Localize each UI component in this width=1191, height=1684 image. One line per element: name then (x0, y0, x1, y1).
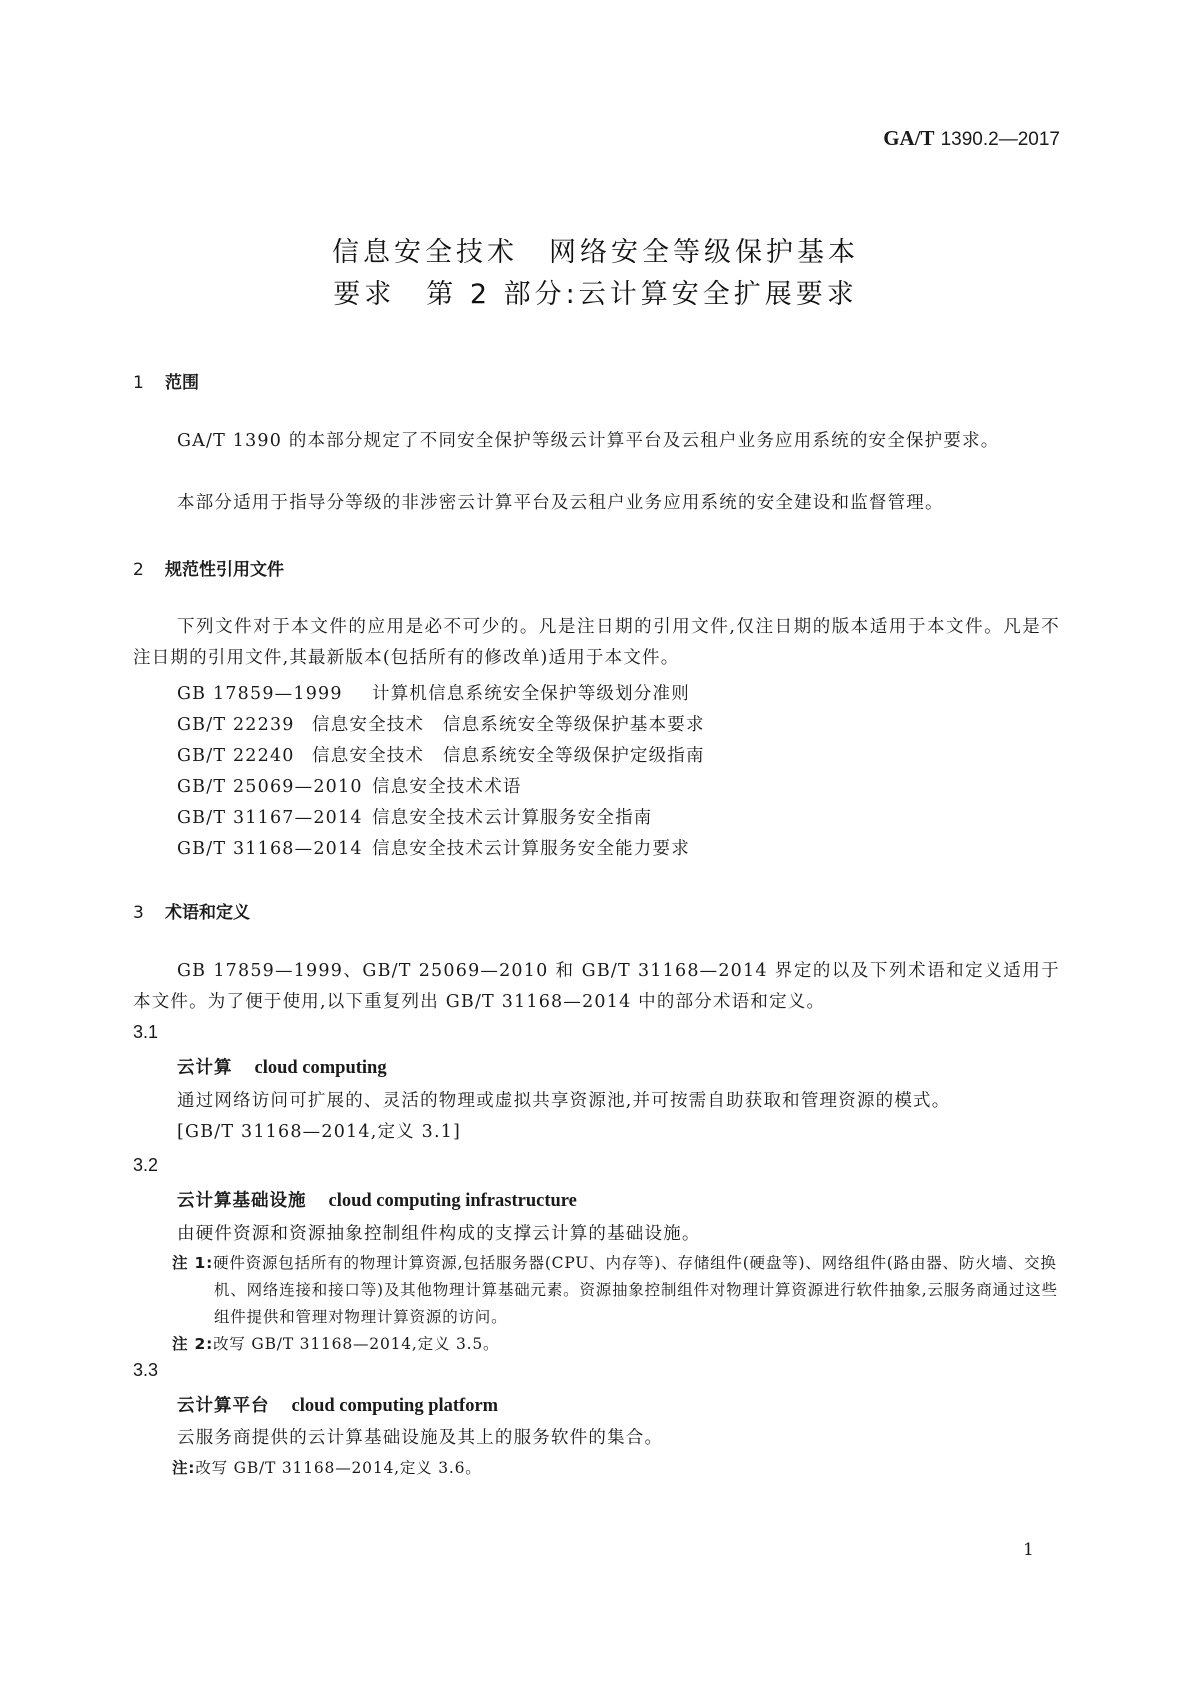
term-heading (177, 1392, 498, 1417)
section-1-heading (133, 368, 199, 393)
note-label: 注: (172, 1459, 196, 1477)
reference-code: GB 17859—1999 (177, 684, 343, 704)
term-heading (177, 1187, 577, 1212)
document-title-line-1: 信息安全技术 网络安全等级保护基本 (332, 237, 859, 268)
section-2-heading (133, 555, 284, 580)
term-english: cloud computing platform (291, 1396, 499, 1416)
term-number: 3.3 (133, 1360, 159, 1380)
term-note (172, 1455, 482, 1482)
reference-title: 信息安全技术云计算服务安全指南 (372, 808, 653, 828)
reference-item (177, 711, 705, 736)
term-chinese: 云计算平台 (177, 1396, 270, 1416)
term-english: cloud computing infrastructure (328, 1191, 577, 1211)
note-text: 硬件资源包括所有的物理计算资源,包括服务器(CPU、内存等)、存储组件(硬盘等)、网络组件(路由器、防火墙、交换机、网络连接和接口等)及其他物理计算基础元素。资源抽象控制组件对物理计算资源进行软件抽象,云服务商通过这些组件提供和管理对物理计算资源的访问。 (213, 1254, 1058, 1326)
term-note (172, 1250, 1060, 1331)
reference-item (177, 742, 705, 767)
reference-item (177, 835, 690, 860)
term-number: 3.1 (133, 1022, 159, 1042)
section-3-heading (133, 898, 250, 923)
reference-item (177, 804, 653, 829)
standard-number: 1390.2—2017 (940, 129, 1060, 150)
term-note (172, 1331, 499, 1358)
section-title: 术语和定义 (165, 903, 250, 923)
section-number: 3 (133, 903, 144, 923)
page-number: 1 (1023, 1540, 1034, 1560)
reference-title: 信息安全技术 信息系统安全等级保护定级指南 (312, 746, 705, 766)
note-label: 注 1: (172, 1254, 214, 1272)
reference-title: 计算机信息系统安全保护等级划分准则 (372, 684, 690, 704)
term-definition: 由硬件资源和资源抽象控制组件构成的支撑云计算的基础设施。 (177, 1224, 701, 1244)
reference-item (177, 680, 690, 705)
section-title: 范围 (165, 373, 199, 393)
term-chinese: 云计算 (177, 1058, 233, 1078)
section-number: 2 (133, 560, 144, 580)
section-1-paragraph-1: GA/T 1390 的本部分规定了不同安全保护等级云计算平台及云租户业务应用系统的安全保护要求。 (177, 431, 1000, 451)
standard-prefix: GA/T (883, 126, 935, 150)
section-2-paragraph-1: 下列文件对于本文件的应用是必不可少的。凡是注日期的引用文件,仅注日期的版本适用于本文件。凡是不注日期的引用文件,其最新版本(包括所有的修改单)适用于本文件。 (133, 617, 1060, 668)
reference-title: 信息安全技术术语 (372, 777, 522, 797)
reference-item (177, 773, 522, 798)
term-definition: 云服务商提供的云计算基础设施及其上的服务软件的集合。 (177, 1428, 664, 1448)
reference-code: GB/T 22239 (177, 715, 295, 735)
reference-code: GB/T 31167—2014 (177, 808, 363, 828)
term-source: [GB/T 31168—2014,定义 3.1] (177, 1122, 462, 1142)
reference-code: GB/T 22240 (177, 746, 295, 766)
reference-code: GB/T 31168—2014 (177, 839, 363, 859)
note-text: 改写 GB/T 31168—2014,定义 3.6。 (195, 1459, 482, 1477)
term-number: 3.2 (133, 1155, 159, 1175)
reference-code: GB/T 25069—2010 (177, 777, 363, 797)
reference-title: 信息安全技术 信息系统安全等级保护基本要求 (312, 715, 705, 735)
standard-code (883, 126, 1060, 151)
note-text: 改写 GB/T 31168—2014,定义 3.5。 (213, 1335, 500, 1353)
term-definition: 通过网络访问可扩展的、灵活的物理或虚拟共享资源池,并可按需自助获取和管理资源的模式。 (177, 1091, 951, 1111)
document-title-line-2: 要求 第 2 部分:云计算安全扩展要求 (333, 279, 858, 310)
section-3-paragraph-1: GB 17859—1999、GB/T 25069—2010 和 GB/T 31168—2014 界定的以及下列术语和定义适用于本文件。为了便于使用,以下重复列出 GB/T 31168—2014 中的部分术语和定义。 (133, 961, 1060, 1012)
section-1-paragraph-2: 本部分适用于指导分等级的非涉密云计算平台及云租户业务应用系统的安全建设和监督管理。 (177, 493, 944, 513)
reference-title: 信息安全技术云计算服务安全能力要求 (372, 839, 690, 859)
term-heading (177, 1054, 387, 1079)
section-number: 1 (133, 373, 144, 393)
section-title: 规范性引用文件 (165, 560, 284, 580)
term-english: cloud computing (254, 1058, 387, 1078)
term-chinese: 云计算基础设施 (177, 1191, 307, 1211)
note-label: 注 2: (172, 1335, 214, 1353)
